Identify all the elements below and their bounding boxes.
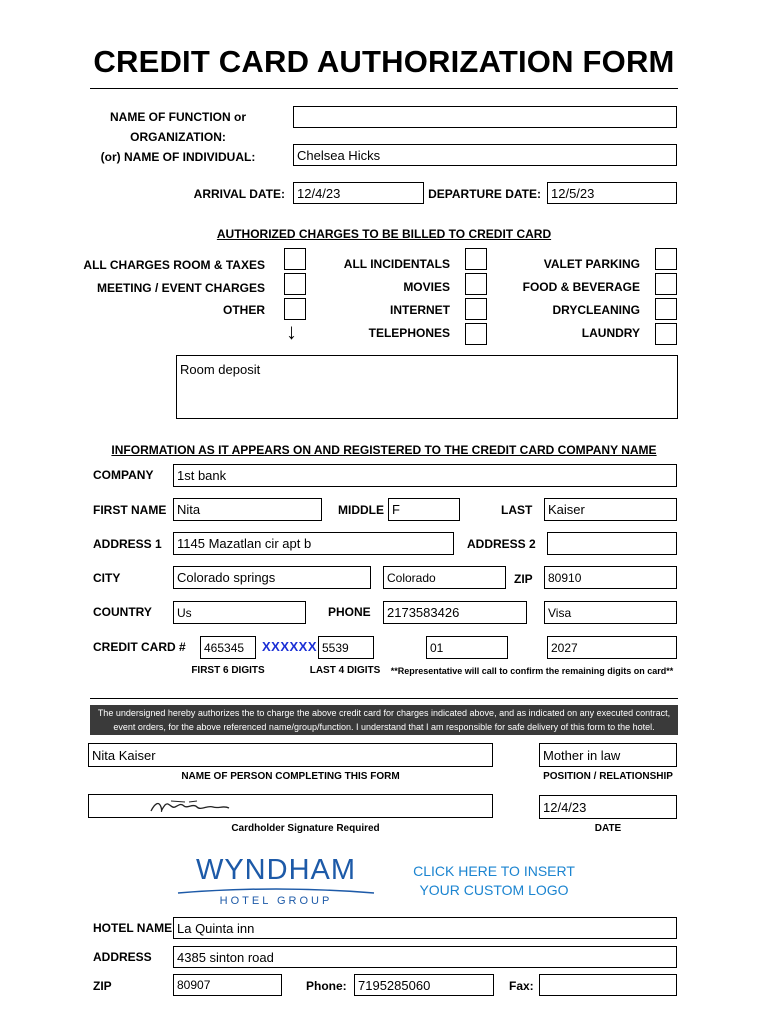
custom-logo-line2: YOUR CUSTOM LOGO [419, 882, 569, 898]
checkbox-incidentals[interactable] [465, 248, 487, 270]
credit-card-label: CREDIT CARD # [93, 640, 186, 654]
address2-label: ADDRESS 2 [467, 537, 536, 551]
hotel-name-field[interactable]: La Quinta inn [173, 917, 677, 939]
other-charges-notes[interactable]: Room deposit [176, 355, 678, 419]
date-caption: DATE [594, 823, 622, 834]
hotel-fax-field[interactable] [539, 974, 677, 996]
charge-label-meeting-event: MEETING / EVENT CHARGES [96, 281, 265, 295]
first-name-label: FIRST NAME [93, 503, 167, 517]
city-field[interactable]: Colorado springs [173, 566, 371, 589]
position-caption: POSITION / RELATIONSHIP [543, 771, 673, 782]
banner-line-2: event orders, for the above referenced name/group/function. I understand that I am responsible for safe delivery of this form to the hotel. [113, 722, 655, 732]
authorized-charges-heading: AUTHORIZED CHARGES TO BE BILLED TO CREDIT CARD [216, 227, 552, 241]
banner-divider [90, 698, 678, 699]
first-name-field[interactable]: Nita [173, 498, 322, 521]
logo-sub-text: HOTEL GROUP [219, 895, 333, 907]
form-title: CREDIT CARD AUTHORIZATION FORM [93, 44, 675, 79]
date-field[interactable]: 12/4/23 [539, 795, 677, 819]
state-field[interactable]: Colorado [383, 566, 506, 589]
checkbox-valet-parking[interactable] [655, 248, 677, 270]
hotel-fax-label: Fax: [509, 979, 534, 993]
arrival-date-label: ARRIVAL DATE: [193, 187, 285, 201]
departure-date-label: DEPARTURE DATE: [428, 187, 541, 201]
zip-label: ZIP [514, 572, 533, 586]
title-divider [90, 88, 678, 89]
address1-field[interactable]: 1145 Mazatlan cir apt b [173, 532, 454, 555]
masked-digits: XXXXXX [262, 639, 318, 654]
phone-field[interactable]: 2173583426 [383, 601, 527, 624]
custom-logo-line1: CLICK HERE TO INSERT [413, 863, 575, 879]
signature-caption: Cardholder Signature Required [231, 823, 380, 834]
expiry-year-field[interactable]: 2027 [547, 636, 677, 659]
name-label-line3: (or) NAME OF INDIVIDUAL: [100, 150, 256, 164]
checkbox-food-beverage[interactable] [655, 273, 677, 295]
middle-name-field[interactable]: F [388, 498, 460, 521]
checkbox-laundry[interactable] [655, 323, 677, 345]
person-name-caption: NAME OF PERSON COMPLETING THIS FORM [181, 771, 400, 782]
departure-date-field[interactable]: 12/5/23 [547, 182, 677, 204]
company-label: COMPANY [93, 468, 154, 482]
hotel-name-label: HOTEL NAME [93, 921, 173, 935]
card-first6-field[interactable]: 465345 [200, 636, 256, 659]
middle-name-label: MIDDLE [338, 503, 384, 517]
last-name-field[interactable]: Kaiser [544, 498, 677, 521]
zip-field[interactable]: 80910 [544, 566, 677, 589]
charge-label-drycleaning: DRYCLEANING [552, 303, 640, 317]
charge-label-valet-parking: VALET PARKING [543, 257, 640, 271]
hotel-phone-field[interactable]: 7195285060 [354, 974, 494, 996]
expiry-month-field[interactable]: 01 [426, 636, 508, 659]
city-label: CITY [93, 571, 121, 585]
address1-label: ADDRESS 1 [93, 537, 162, 551]
last4-caption: LAST 4 DIGITS [309, 665, 381, 676]
charge-label-telephones: TELEPHONES [368, 326, 450, 340]
first6-caption: FIRST 6 DIGITS [191, 665, 265, 676]
checkbox-internet[interactable] [465, 298, 487, 320]
country-field[interactable]: Us [173, 601, 306, 624]
function-name-field[interactable] [293, 106, 677, 128]
logo-swoosh-icon [176, 887, 376, 895]
representative-note: **Representative will call to confirm the remaining digits on card** [390, 666, 674, 676]
wyndham-logo [176, 854, 376, 907]
banner-line-1: The undersigned hereby authorizes the to charge the above credit card for charges indicated above, and as indicated on any executed contract, [97, 708, 671, 718]
signature-image [89, 795, 492, 817]
charge-label-other: OTHER [223, 303, 265, 317]
country-label: COUNTRY [93, 605, 152, 619]
charge-label-movies: MOVIES [403, 280, 450, 294]
name-label-line2: ORGANIZATION: [130, 130, 226, 144]
charge-label-food-beverage: FOOD & BEVERAGE [522, 280, 640, 294]
phone-label: PHONE [328, 605, 371, 619]
individual-name-field[interactable]: Chelsea Hicks [293, 144, 677, 166]
checkbox-drycleaning[interactable] [655, 298, 677, 320]
signature-field[interactable] [88, 794, 493, 818]
position-field[interactable]: Mother in law [539, 743, 677, 767]
company-field[interactable]: 1st bank [173, 464, 677, 487]
custom-logo-link[interactable] [396, 862, 592, 900]
hotel-phone-label: Phone: [306, 979, 347, 993]
charge-label-room-taxes: ALL CHARGES ROOM & TAXES [83, 258, 265, 272]
last-name-label: LAST [501, 503, 533, 517]
charge-label-incidentals: ALL INCIDENTALS [343, 257, 450, 271]
card-type-field[interactable]: Visa [544, 601, 677, 624]
hotel-zip-field[interactable]: 80907 [173, 974, 282, 996]
card-last4-field[interactable]: 5539 [318, 636, 374, 659]
logo-brand-text: WYNDHAM [195, 854, 357, 886]
charge-label-internet: INTERNET [390, 303, 450, 317]
person-name-field[interactable]: Nita Kaiser [88, 743, 493, 767]
down-arrow-icon: ↓ [286, 319, 297, 344]
card-info-heading: INFORMATION AS IT APPEARS ON AND REGISTERED TO THE CREDIT CARD COMPANY NAME [111, 443, 657, 457]
charge-label-laundry: LAUNDRY [581, 326, 640, 340]
name-label-line1: NAME OF FUNCTION or [110, 110, 246, 124]
checkbox-movies[interactable] [465, 273, 487, 295]
hotel-address-field[interactable]: 4385 sinton road [173, 946, 677, 968]
checkbox-telephones[interactable] [465, 323, 487, 345]
address2-field[interactable] [547, 532, 677, 555]
arrival-date-field[interactable]: 12/4/23 [293, 182, 424, 204]
hotel-address-label: ADDRESS [93, 950, 152, 964]
authorization-banner [90, 705, 678, 735]
hotel-zip-label: ZIP [93, 979, 112, 993]
